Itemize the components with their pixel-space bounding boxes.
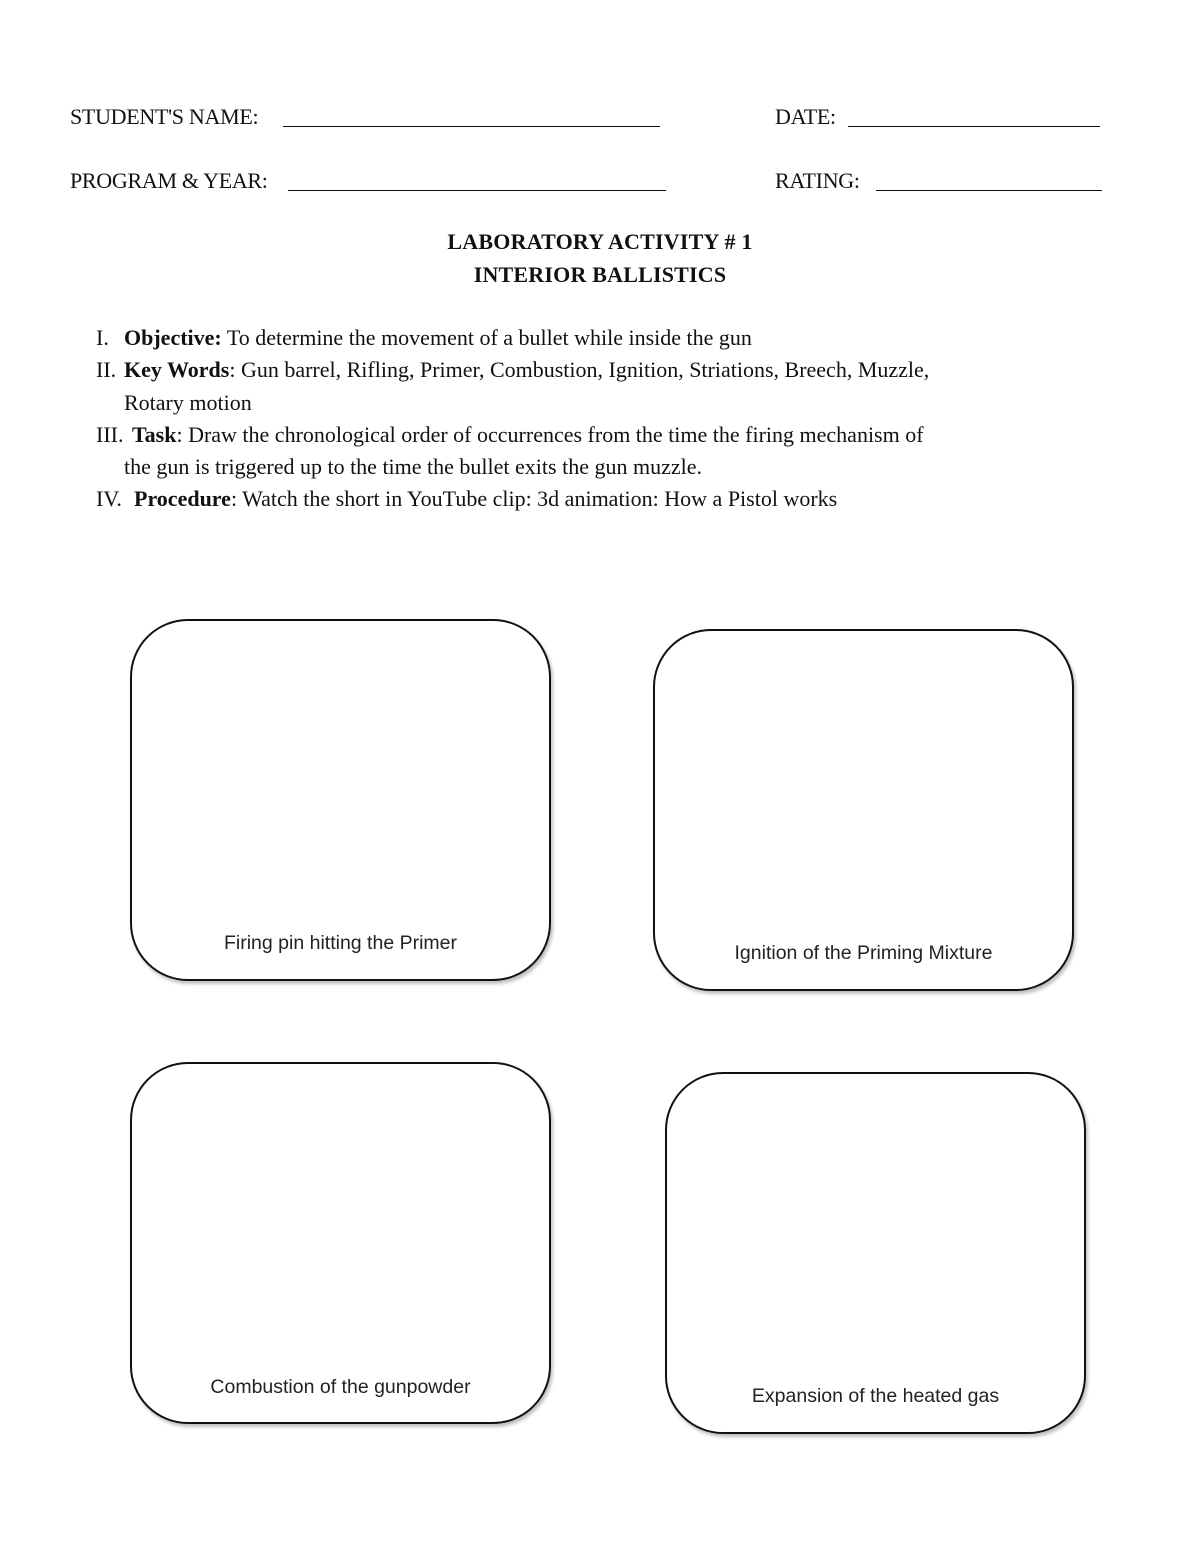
student-name-label: STUDENT'S NAME: — [70, 104, 259, 129]
drawing-box-combustion[interactable] — [130, 1062, 551, 1424]
date-label: DATE: — [775, 104, 836, 129]
item-text: : Draw the chronological order of occurrences from the time the firing mechanism of — [176, 422, 924, 447]
item-continuation: Rotary motion — [124, 390, 252, 415]
item-key: Objective: — [124, 325, 222, 350]
item-text: : Watch the short in YouTube clip: 3d animation: How a Pistol works — [230, 486, 838, 511]
box-caption: Firing pin hitting the Primer — [223, 932, 457, 954]
item-continuation: the gun is triggered up to the time the bullet exits the gun muzzle. — [124, 454, 702, 479]
item-objective — [96, 322, 752, 354]
item-text: To determine the movement of a bullet while inside the gun — [221, 325, 752, 350]
item-number: III. — [96, 422, 124, 447]
drawing-box-firing-pin[interactable] — [130, 619, 551, 981]
box-caption: Expansion of the heated gas — [751, 1385, 1000, 1407]
item-number: I. — [96, 325, 109, 350]
drawing-box-ignition[interactable] — [653, 629, 1074, 991]
item-key: Task — [132, 422, 177, 447]
activity-title: LABORATORY ACTIVITY # 1 — [447, 229, 753, 254]
item-procedure — [96, 483, 837, 515]
rating-label: RATING: — [775, 168, 860, 193]
student-name-field[interactable] — [283, 126, 660, 127]
rating-field[interactable] — [876, 190, 1102, 191]
date-field[interactable] — [848, 126, 1100, 127]
item-number: IV. — [96, 486, 122, 511]
item-key: Procedure — [134, 486, 231, 511]
item-task — [96, 419, 924, 451]
activity-subtitle: INTERIOR BALLISTICS — [473, 262, 727, 287]
box-caption: Combustion of the gunpowder — [210, 1376, 471, 1398]
box-caption: Ignition of the Priming Mixture — [734, 942, 993, 964]
item-number: II. — [96, 357, 117, 382]
item-key-words — [96, 354, 929, 386]
item-text: : Gun barrel, Rifling, Primer, Combustion, Ignition, Striations, Breech, Muzzle, — [229, 357, 930, 382]
drawing-box-expansion[interactable] — [665, 1072, 1086, 1434]
item-key: Key Words — [124, 357, 230, 382]
program-year-label: PROGRAM & YEAR: — [70, 168, 268, 193]
program-year-field[interactable] — [288, 190, 666, 191]
